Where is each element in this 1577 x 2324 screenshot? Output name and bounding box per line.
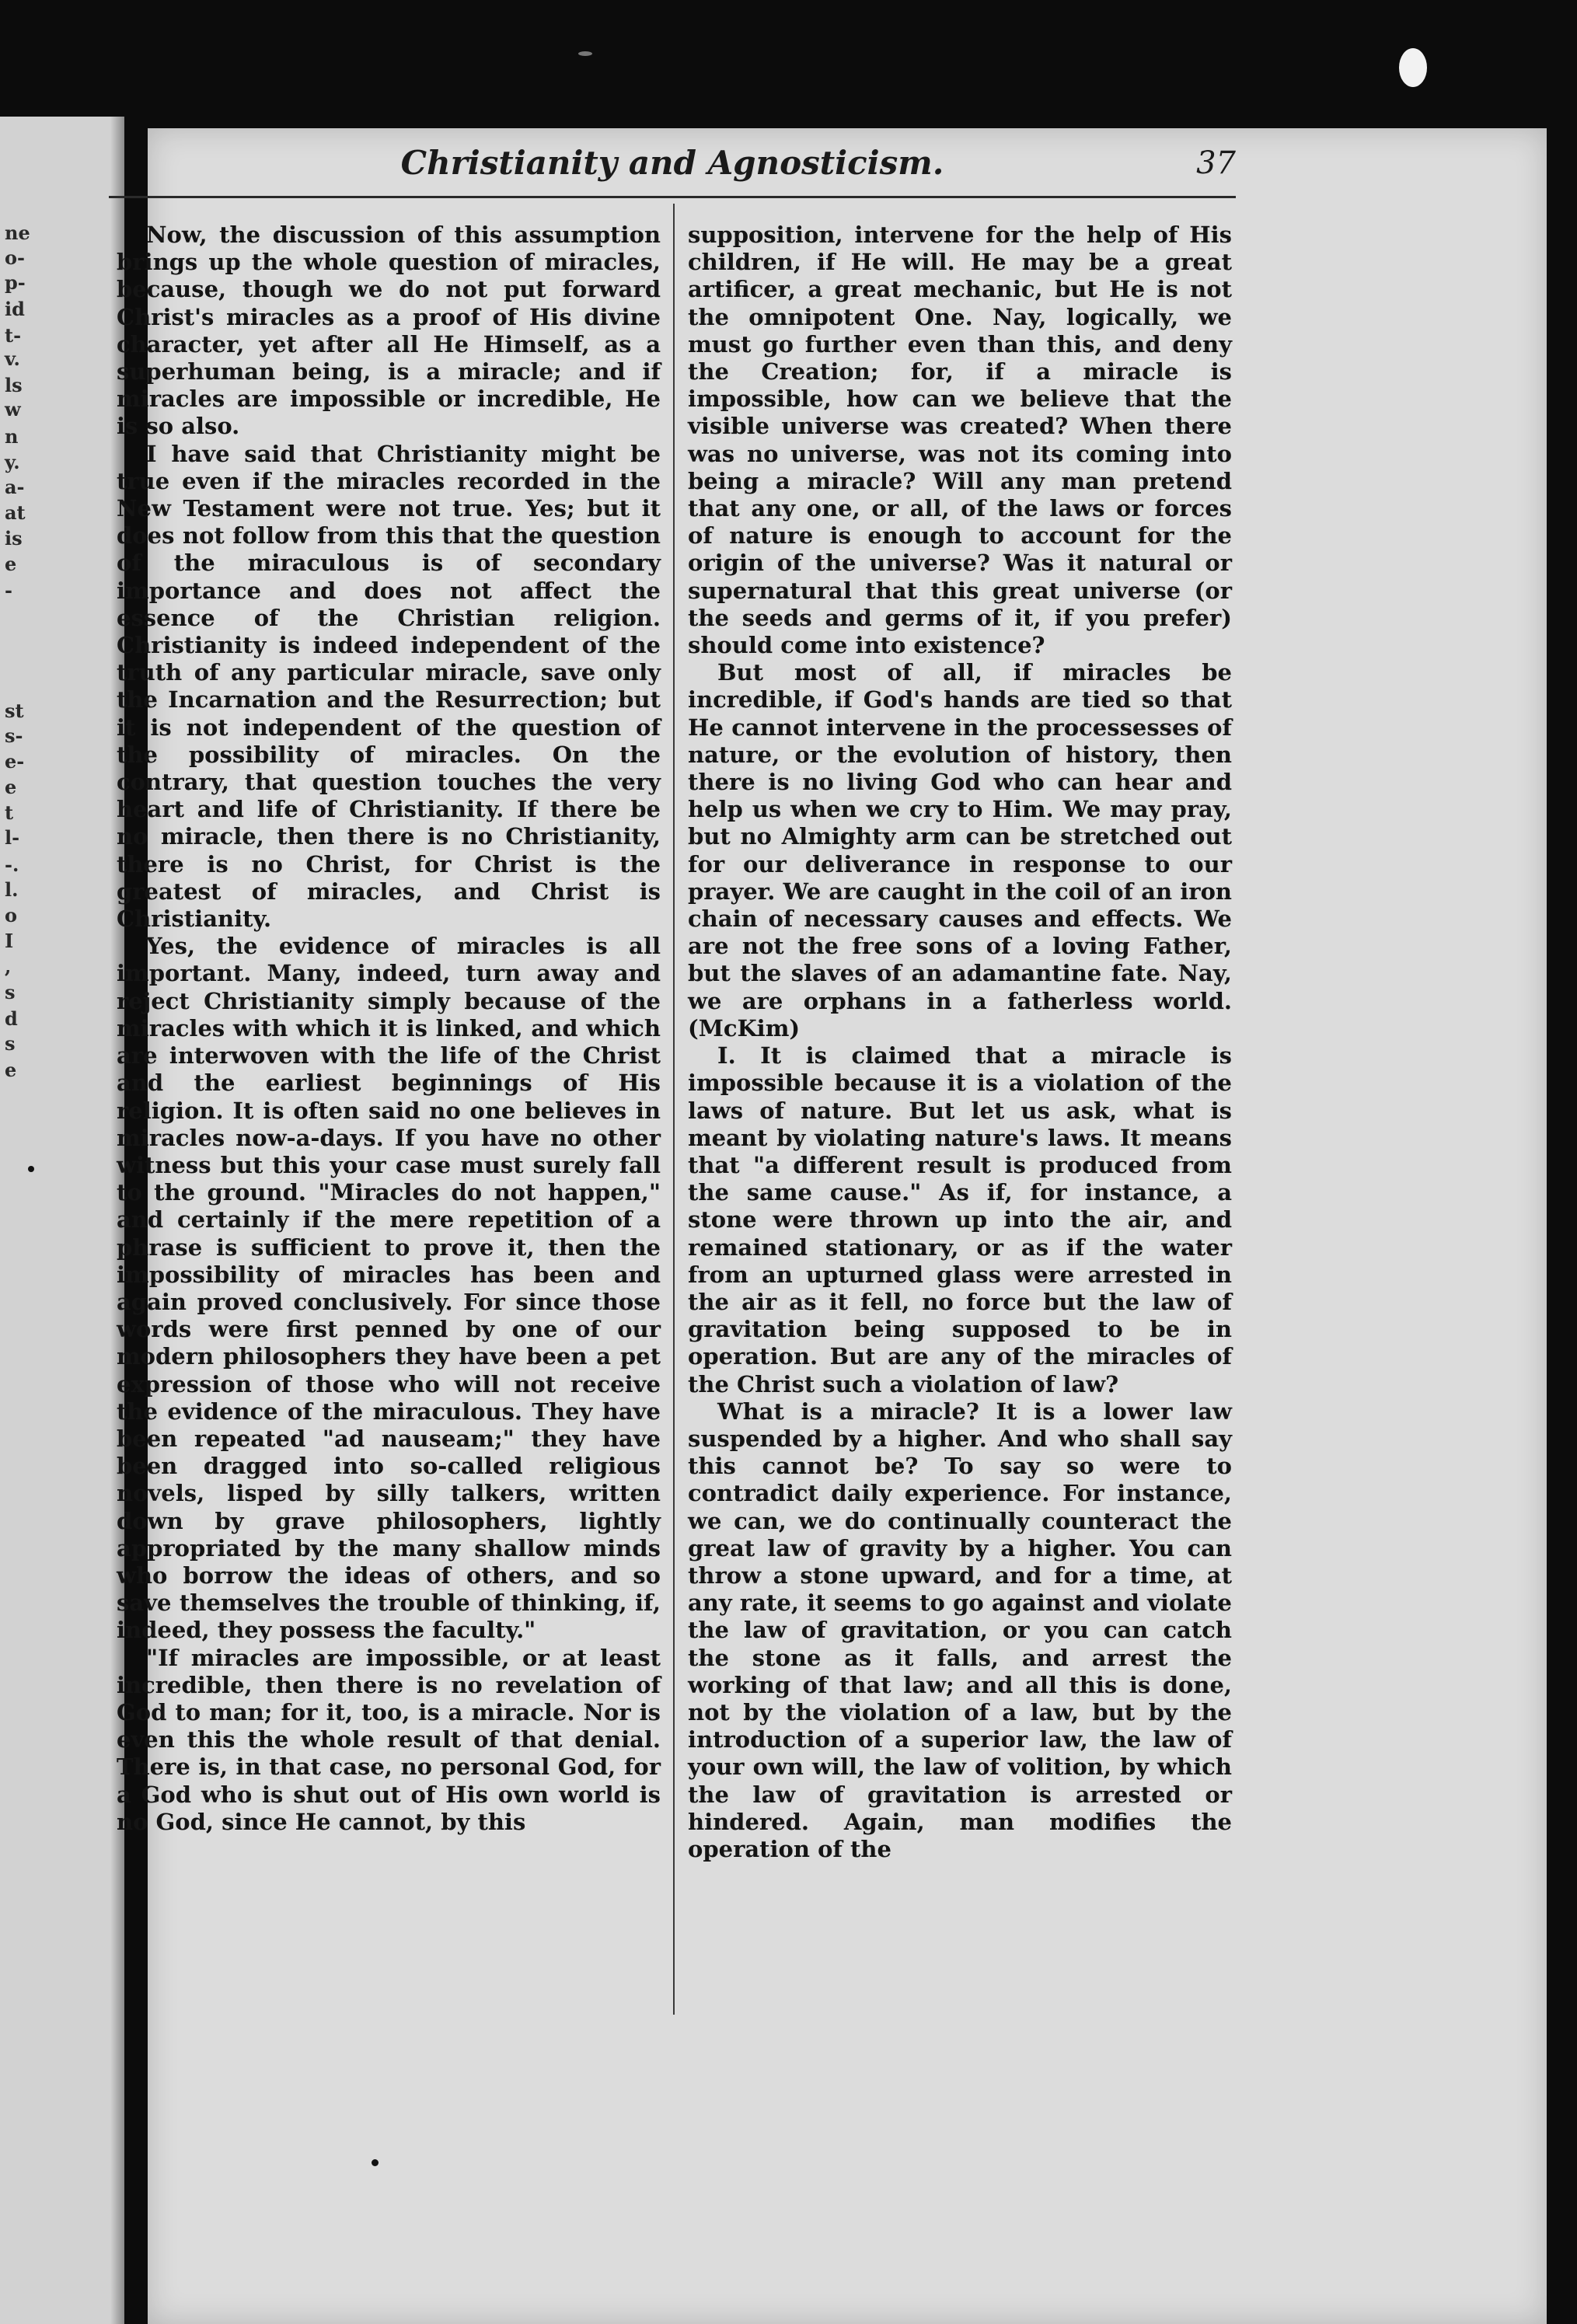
adjacent-page-fragment: o- (5, 246, 25, 269)
adjacent-page-fragment: s (5, 1032, 16, 1055)
adjacent-page-fragment: p- (5, 271, 26, 294)
adjacent-page-fragment: e (5, 776, 17, 798)
film-speck (578, 51, 592, 56)
adjacent-page-fragment: , (5, 955, 12, 978)
adjacent-page-fragment: w (5, 398, 21, 420)
adjacent-page-fragment: id (5, 298, 25, 320)
adjacent-page-fragment: e- (5, 750, 25, 773)
adjacent-page-fragment: v. (5, 347, 20, 370)
paragraph: "If miracles are impossible, or at least incredible, then there is no revelation of God to man; for it, too, is a miracle. Nor is even this the whole result of that denial. There is, in that case, no personal God, for a God who is shut out of His own world is no God, since He cannot, by this (117, 1644, 661, 1835)
adjacent-page-fragment: s (5, 981, 16, 1003)
adjacent-page-fragment: n (5, 425, 19, 448)
adjacent-page-fragment: -. (5, 853, 19, 876)
page-header (109, 136, 1236, 194)
paragraph: I have said that Christianity might be true even if the miracles recorded in the New Testament were not true. Yes; but it does not follow from this that the question of the miraculous is of secondary importance and does not affect the essence of the Christian religion. Christianity is indeed independent of the truth of any particular miracle, save only the Incarnation and the Resurrection; but it is not independent of the question of the possibility of miracles. On the contrary, that question touches the very heart and life of Christianity. If there be no miracle, then there is no Christianity, there is no Christ, for Christ is the greatest of miracles, and Christ is Christianity. (117, 440, 661, 933)
adjacent-page-fragment: e (5, 1059, 17, 1081)
film-speck (1399, 48, 1427, 87)
adjacent-page-fragment: I (5, 930, 14, 952)
adjacent-page-fragment: at (5, 501, 26, 524)
adjacent-page-fragment: t (5, 801, 14, 824)
ink-dot (28, 1166, 34, 1172)
adjacent-page-fragment: o (5, 904, 18, 926)
adjacent-page-fragment: l. (5, 878, 19, 901)
paragraph: I. It is claimed that a miracle is impossible because it is a violation of the laws of nature. But let us ask, what is meant by violating nature's laws. It means that "a different result is produced from the same cause." As if, for instance, a stone were thrown up into the air, and remained stationary, or as if the water from an upturned glass were arrested in the air as it fell, no force but the law of gravitation being supposed to be in operation. But are any of the miracles of the Christ such a violation of law? (688, 1042, 1232, 1398)
adjacent-page-fragment: s- (5, 724, 23, 747)
left-text-column (117, 222, 661, 1836)
page-number: 37 (1196, 145, 1236, 181)
adjacent-page-fragment: st (5, 700, 24, 722)
paragraph: But most of all, if miracles be incredible, if God's hands are tied so that He cannot intervene in the processesses of nature, or the evolution of history, then there is no living God who can hear and help us when we cry to Him. We may pray, but no Almighty arm can be stretched out for our deliverance in response to our prayer. We are caught in the coil of an iron chain of necessary causes and effects. We are not the free sons of a loving Father, but the slaves of an adamantine fate. Nay, we are orphans in a fatherless world. (McKim) (688, 659, 1232, 1042)
adjacent-page-fragment: a- (5, 476, 25, 498)
adjacent-page-fragment: is (5, 527, 23, 550)
paragraph: What is a miracle? It is a lower law suspended by a higher. And who shall say this cannot be? To say so were to contradict daily experience. For instance, we can, we do continually counteract the great law of gravity by a higher. You can throw a stone upward, and for a time, at any rate, it seems to go against and violate the law of gravitation, or you can catch the stone as it falls, and arrest the working of that law; and all this is done, not by the violation of a law, but by the introduction of a superior law, the law of your own will, the law of volition, by which the law of gravitation is arrested or hindered. Again, man modifies the operation of the (688, 1398, 1232, 1862)
adjacent-page-fragment: e (5, 553, 17, 575)
adjacent-page-fragment: t- (5, 324, 22, 347)
running-title: Christianity and Agnosticism. (400, 144, 944, 182)
column-divider (673, 204, 675, 2015)
adjacent-page-fragment: y. (5, 451, 20, 473)
adjacent-page-fragment: ls (5, 374, 23, 396)
header-rule (109, 196, 1236, 198)
ink-dot (372, 2159, 379, 2166)
adjacent-page-fragment: d (5, 1007, 18, 1030)
adjacent-page-fragment: - (5, 579, 12, 602)
paragraph: Yes, the evidence of miracles is all important. Many, indeed, turn away and reject Christianity simply because of the miracles with which it is linked, and which are interwoven with the life of the Christ and the earliest beginnings of His religion. It is often said no one believes in miracles now-a-days. If you have no other witness but this your case must surely fall to the ground. "Miracles do not happen," and certainly if the mere repetition of a phrase is sufficient to prove it, then the impossibility of miracles has been and again proved conclusively. For since those words were first penned by one of our modern philosophers they have been a pet expression of those who will not receive the evidence of the miraculous. They have been repeated "ad nauseam;" they have been dragged into so-called religious novels, lisped by silly talkers, written down by grave philosophers, lightly appropriated by the many shallow minds who borrow the ideas of others, and so save themselves the trouble of thinking, if, indeed, they possess the faculty." (117, 933, 661, 1644)
paragraph: supposition, intervene for the help of His children, if He will. He may be a great artificer, a great mechanic, but He is not the omnipotent One. Nay, logically, we must go further even than this, and deny the Creation; for, if a miracle is impossible, how can we believe that the visible universe was created? When there was no universe, was not its coming into being a miracle? Will any man pretend that any one, or all, of the laws or forces of nature is enough to account for the origin of the universe? Was it natural or supernatural that this great universe (or the seeds and germs of it, if you prefer) should come into existence? (688, 222, 1232, 659)
adjacent-page-edge (0, 117, 124, 2324)
paragraph: Now, the discussion of this assumption brings up the whole question of miracles, because, though we do not put forward Christ's miracles as a proof of His divine character, yet after all He Himself, as a superhuman being, is a miracle; and if miracles are impossible or incredible, He is so also. (117, 222, 661, 440)
right-text-column (688, 222, 1232, 1863)
adjacent-page-fragment: ne (5, 222, 30, 244)
adjacent-page-fragment: l- (5, 826, 20, 849)
